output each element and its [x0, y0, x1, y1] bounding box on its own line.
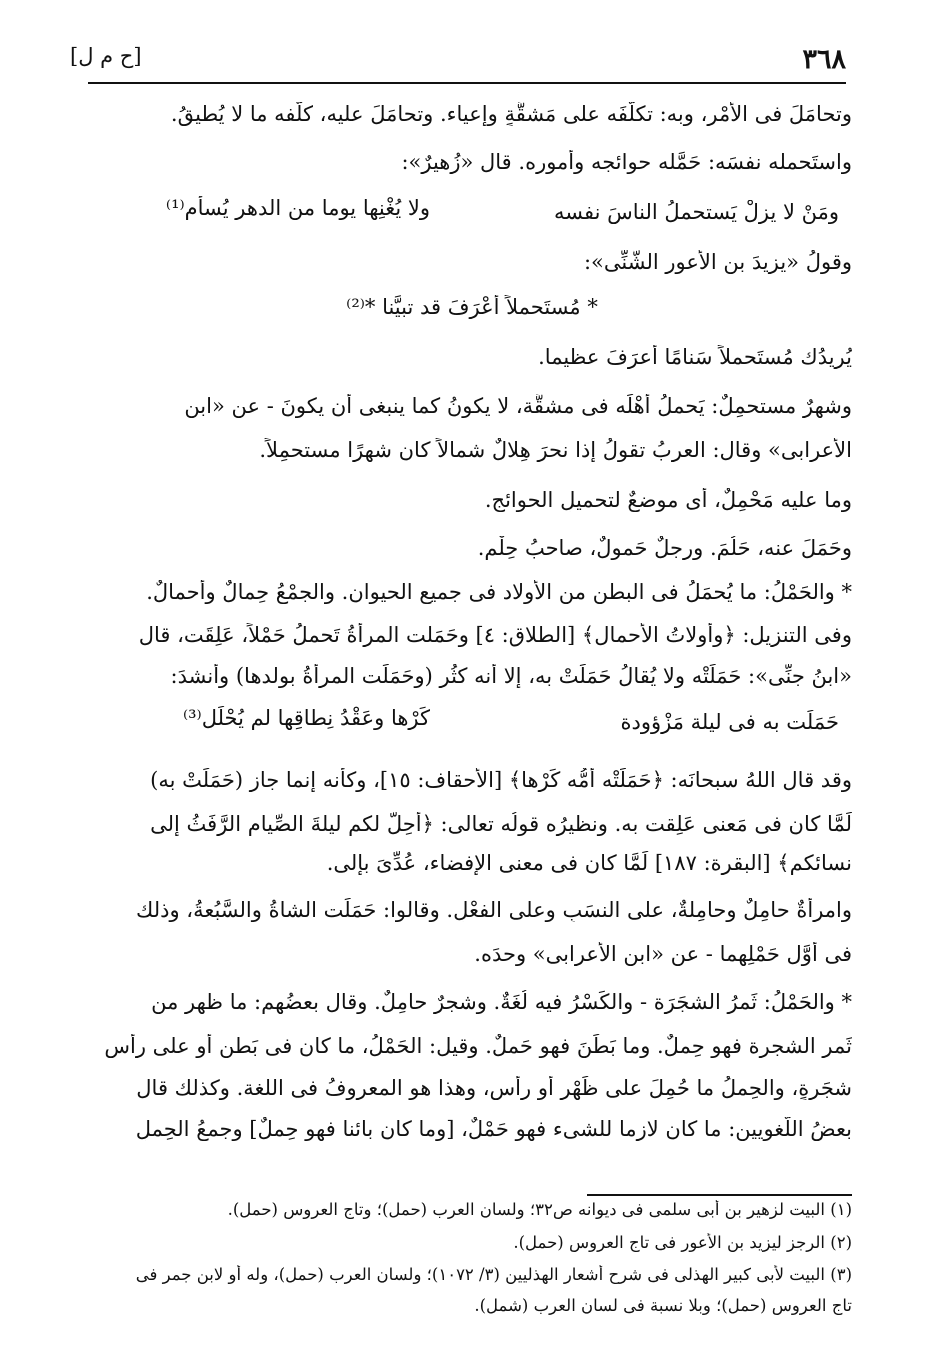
footnote-rule: [587, 1194, 852, 1196]
text-line: وتحامَلَ فى الأمْرِ، وبه: تكلَّفَه على مَشقَّةٍ وإعياء. وتحامَلَ عليه، كلَّفه ما لا يُطيقُ.: [170, 102, 852, 126]
rajaz-verse: * مُستَحملاً أعْرَفَ قد تبيَّنا *⁽²⁾: [346, 295, 598, 319]
text-line: شجَرةٍ، والحِملُ ما حُمِلَ على ظَهْرٍ أو رأسٍ، وهذا هو المعروفُ فى اللغة. وكذلك قال: [136, 1076, 852, 1100]
verse-second-hemistich: ولا يُغْنِها يوما من الدهرِ يُسأَمِ⁽¹⁾: [165, 196, 430, 220]
text-line: وامرأةٌ حامِلٌ وحامِلةٌ، على النسَبِ وعلى الفعْلِ. وقالوا: حَمَلَت الشاةُ والسَّبُعةُ، وذلك: [136, 898, 852, 922]
text-line: لَمَّا كان فى مَعنى عَلِقت به. ونظيرُه قولُه تعالى: ﴿أُحِلَّ لكم ليلةَ الصِّيامِ الرَّفَثُ إلى: [150, 812, 852, 836]
root-letters: [ح م ل]: [70, 44, 142, 68]
text-line: وقولُ «يزيدَ بنِ الأعورِ الشَّنِّى»:: [583, 250, 852, 274]
verse-first-hemistich: حَمَلَت به فى ليلة مَزْؤودة: [620, 710, 839, 734]
entry-line: * والحَمْلُ: ثَمرُ الشجَرَة - والكَسْرُ فيه لُغَةٌ. وشجرٌ حامِلٌ. وقال بعضُهم: ما ظهر من: [151, 990, 852, 1014]
text-line: «ابنُ جنِّى»: حَمَلَتْه ولا يُقالُ حَمَلَتْ به، إلا أنه كثُر (وحَمَلَت المرأةُ بولدها) وأنشدَ:: [170, 664, 852, 688]
page-number: ٣٦٨: [802, 44, 846, 75]
footnote-continuation: تاج العروس (حمل)؛ وبلا نسبة فى لسان العرب (شمل).: [474, 1296, 852, 1315]
text-line: وما عليه مَحْمِلٌ، أى موضعٌ لتحميلِ الحوائجِ.: [484, 488, 852, 512]
text-line: بعضُ اللُّغويين: ما كان لازما للشىء فهو حَمْلٌ، [وما كان بائنا فهو حِملٌ] وجمعُ الحِملِ: [135, 1117, 852, 1141]
verse-second-hemistich: كَرْها وعَقْدُ نِطاقِها لم يُحْلَلِ⁽³⁾: [182, 706, 430, 730]
footnote: (٣) البيت لأبى كبير الهذلى فى شرح أشعار الهذليين (٣/ ١٠٧٢)؛ ولسان العرب (حمل)، وله أو لابن جمر فى: [135, 1265, 852, 1284]
text-line: فى أوَّلِ حَمْلِهما - عن «ابنِ الأعرابى» وحدَه.: [474, 942, 852, 966]
footnote: (١) البيت لزهير بن أبى سلمى فى ديوانه ص٣٢؛ ولسان العرب (حمل)؛ وتاج العروس (حمل).: [227, 1200, 852, 1219]
entry-line: * والحَمْلُ: ما يُحمَلُ فى البطنِ من الأولاد فى جميعِ الحيوان. والجمْعُ حِمالٌ وأحمالٌ.: [146, 580, 852, 604]
text-line: وشهرٌ مستحمِلٌ: يَحملُ أهْلَه فى مشقَّة، لا يكونُ كما ينبغى أن يكونَ - عن «ابن: [184, 394, 852, 418]
text-line: وحَمَلَ عنه، حَلُمَ. ورجلٌ حَمولٌ، صاحبُ حِلْمٍ.: [477, 536, 852, 560]
text-line: الأعرابى» وقال: العربُ تقولُ إذا نحرَ هِلالٌ شمالاً كان شهرًا مستحمِلاً.: [259, 438, 852, 462]
text-line: وقد قال اللهُ سبحانَه: ﴿حَمَلَتْه أمُّه كَرْها﴾ [الأحقاف: ١٥]، وكأنه إنما جاز (حَمَلَتْ به): [150, 768, 852, 792]
page-header: [70, 40, 846, 78]
text-line: ثَمرِ الشجرة فهو حِملٌ. وما بَطَنَ فهو حَملٌ. وقيل: الحَمْلُ، ما كان فى بَطنٍ أو على رأسِ: [104, 1034, 852, 1058]
text-line: واستَحمله نفسَه: حَمَّله حوائجه وأموره. قال «زُهيرٌ»:: [401, 150, 852, 174]
verse-first-hemistich: ومَنْ لا يزلْ يَستحملُ الناسَ نفسه: [554, 200, 839, 224]
footnote: (٢) الرجز ليزيد بن الأعور فى تاج العروس (حمل).: [513, 1233, 852, 1252]
header-rule: [88, 82, 846, 84]
text-line: نسائكم﴾ [البقرة: ١٨٧] لَمَّا كان فى معنى الإفضاء، عُدِّىَ بإلى.: [326, 851, 852, 875]
text-line: يُريدُك مُستَحملاً سَنامًا أعرَفَ عظيما.: [538, 345, 852, 369]
text-line: وفى التنزيل: ﴿وأُولاتُ الأحمالِ﴾ [الطلاق: ٤] وحَمَلت المرأةُ تَحملُ حَمْلاً، عَلِقَت، قال: [138, 623, 852, 647]
